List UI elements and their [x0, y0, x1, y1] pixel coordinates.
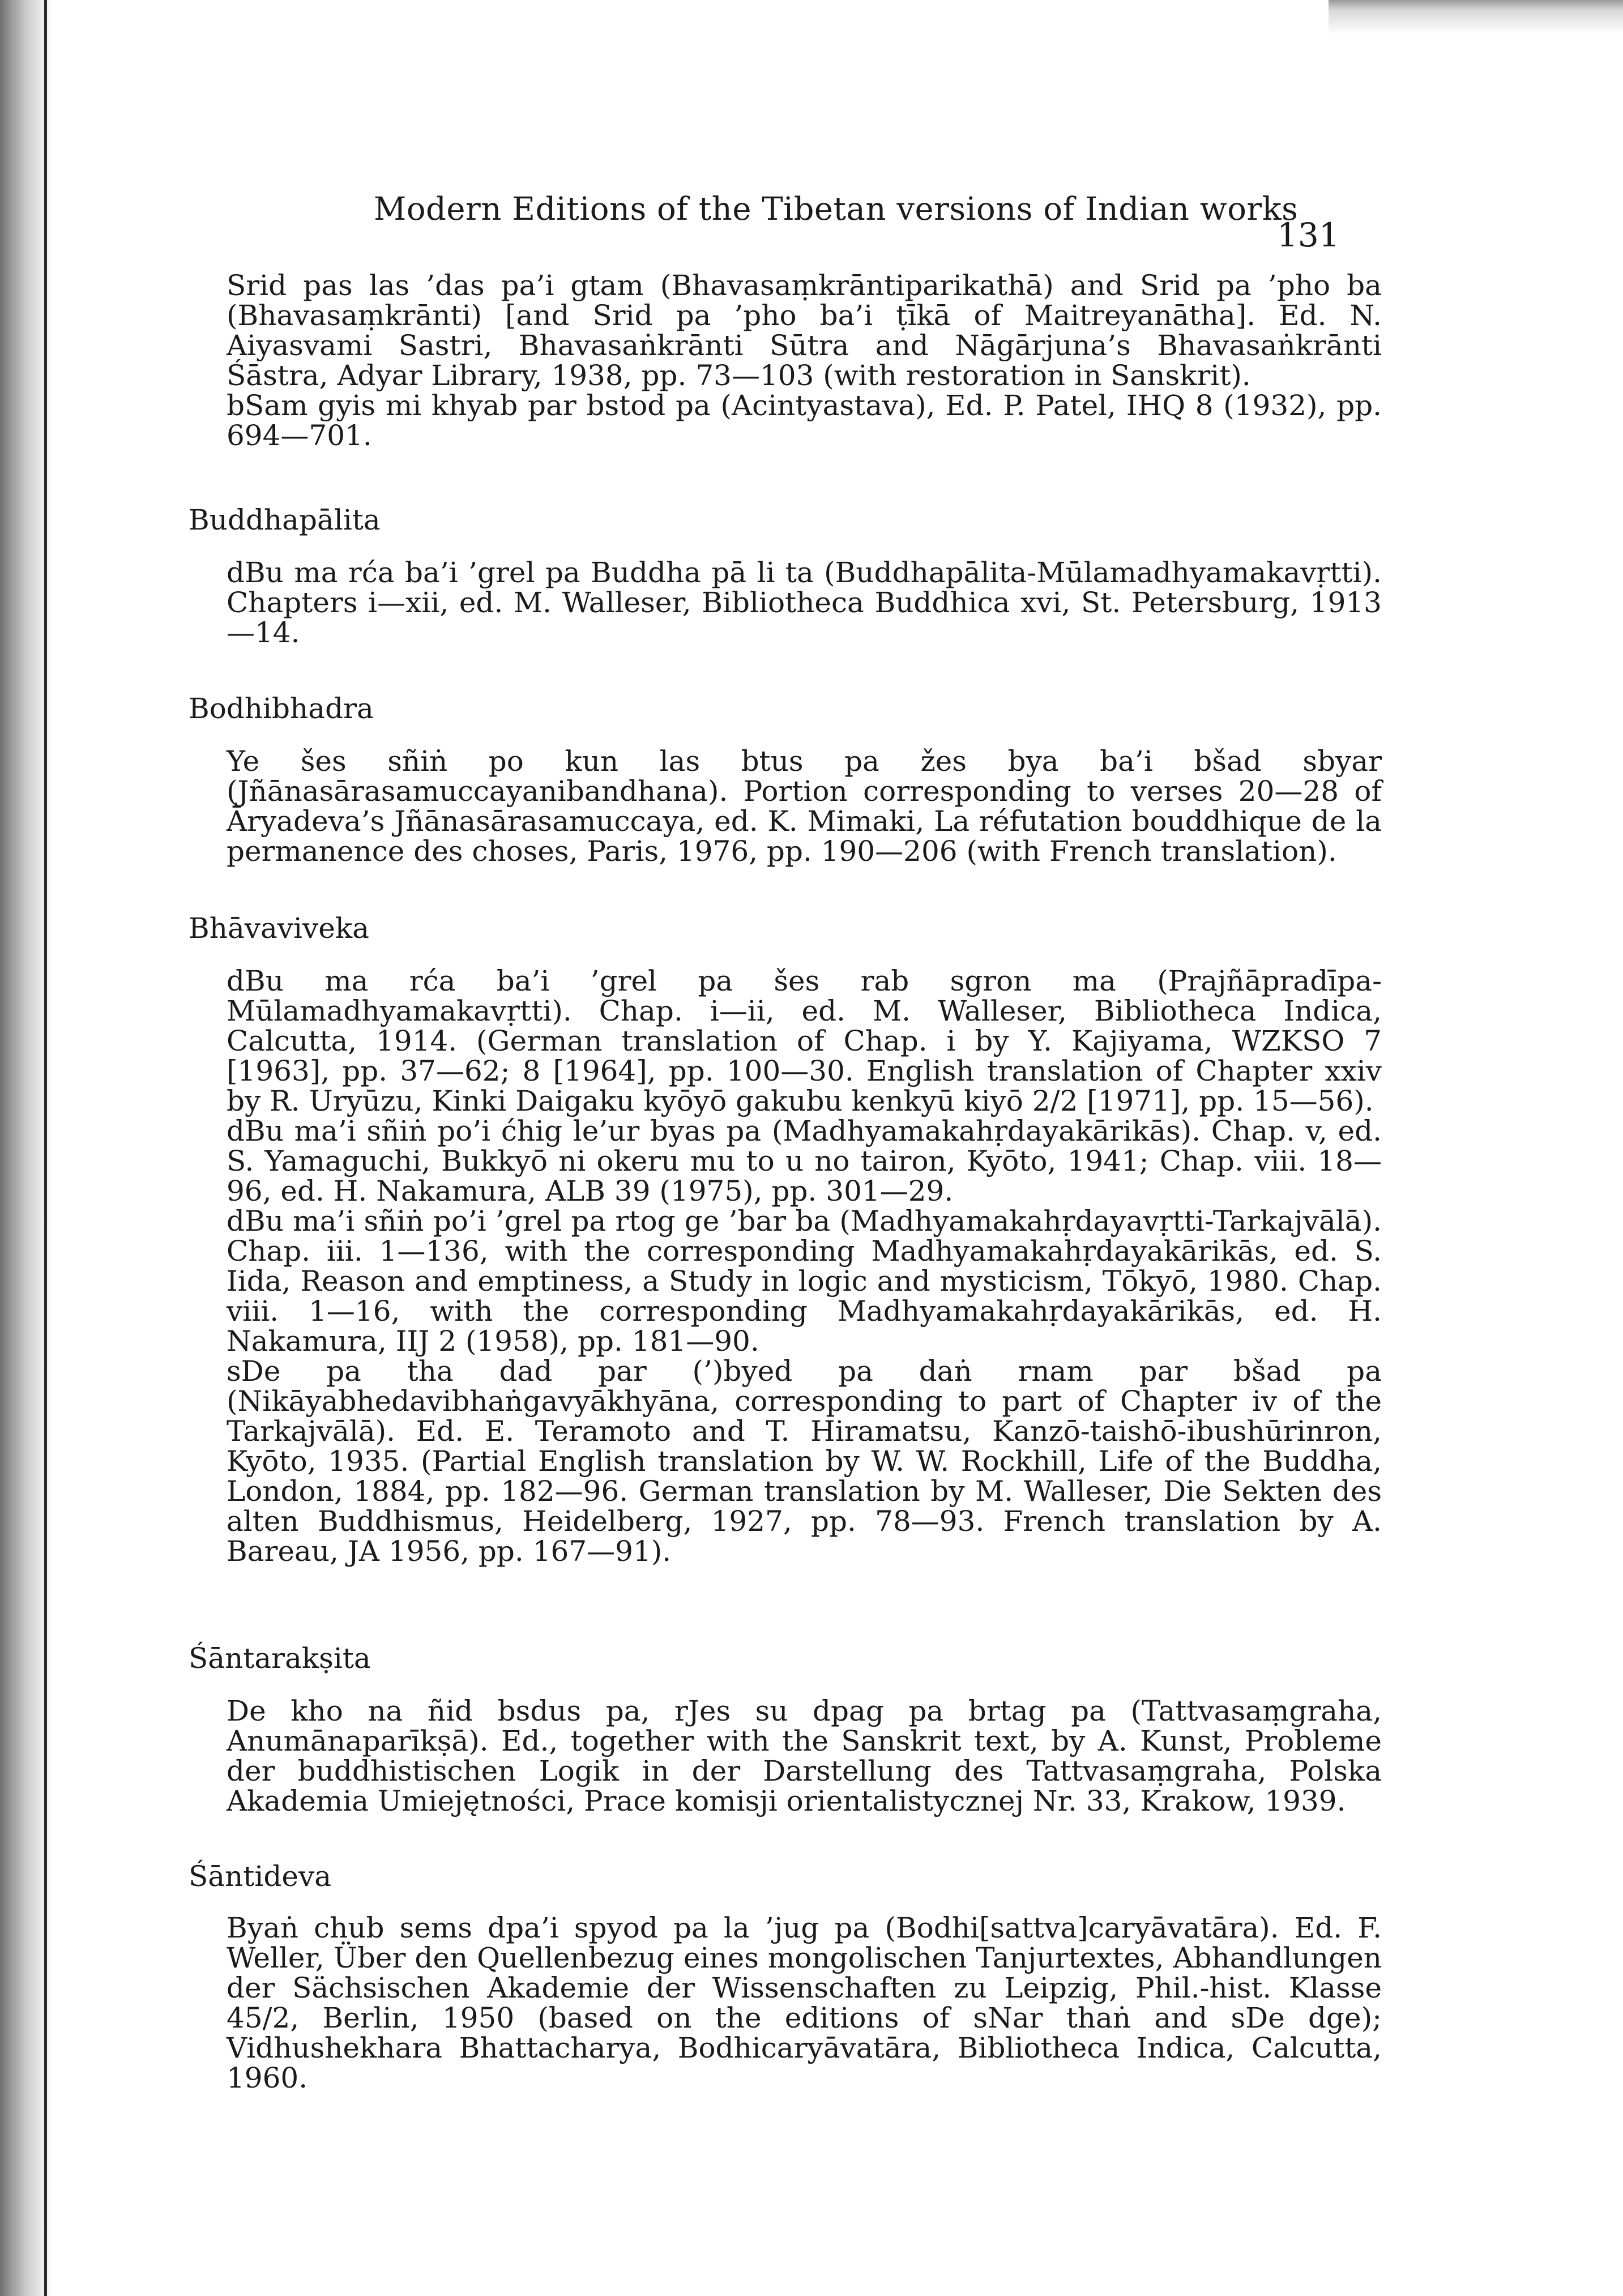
bibliography-entry: bSam gyis mi khyab par bstod pa (Acintyastava), Ed. P. Patel, IHQ 8 (1932), pp. 694—701. [227, 389, 1382, 452]
bibliography-entry: dBu ma’i sñiṅ po’i ćhig le’ur byas pa (Madhyamakahṛdayakārikās). Chap. v, ed. S. Yamaguchi, Bukkyō ni okeru mu to u no tairon, Kyōto, 1941; Chap. viii. 18—96, ed. H. Nakamura, ALB 39 (1975), pp. 301—29. [227, 1115, 1382, 1207]
bibliography-entry: dBu ma’i sñiṅ po’i ’grel pa rtog ge ’bar ba (Madhyamakahṛdayavṛtti-Tarkajvālā). Chap. iii. 1—136, with the corresponding Madhyamakahṛdayakārikās, ed. S. Iida, Reason and emptiness, a Study in logic and mysticism, Tōkyō, 1980. Chap. viii. 1—16, with the corresponding Madhyamakahṛdayakārikās, ed. H. Nakamura, IIJ 2 (1958), pp. 181—90. [227, 1205, 1382, 1358]
scan-binding-line [44, 0, 47, 2296]
bibliography-entry: Byaṅ chub sems dpa’i spyod pa la ’jug pa (Bodhi[sattva]caryāvatāra). Ed. F. Weller, Über den Quellenbezug eines mongolischen Tanjurtextes, Abhandlungen der Sächsischen Akademie der Wissenschaften zu Leipzig, Phil.-hist. Klasse 45/2, Berlin, 1950 (based on the editions of sNar thaṅ and sDe dge); Vidhushekhara Bhattacharya, Bodhicaryāvatāra, Bibliotheca Indica, Calcutta, 1960. [227, 1911, 1382, 2094]
author-heading: Śāntideva [189, 1860, 332, 1893]
author-heading: Buddhapālita [189, 503, 381, 536]
bibliography-entry: dBu ma rća ba’i ’grel pa Buddha pā li ta (Buddhapālita-Mūlamadhyamakavṛtti). Chapters i—xii, ed. M. Walleser, Bibliotheca Buddhica xvi, St. Petersburg, 1913—14. [227, 556, 1382, 649]
bibliography-entry: De kho na ñid bsdus pa, rJes su dpag pa brtag pa (Tattvasaṃgraha, Anumānaparīkṣā). Ed., together with the Sanskrit text, by A. Kunst, Probleme der buddhistischen Logik in der Darstellung des Tattvasaṃgraha, Polska Akademia Umiejętności, Prace komisji orientalistycznej Nr. 33, Krakow, 1939. [227, 1695, 1382, 1817]
author-heading: Bodhibhadra [189, 692, 374, 725]
author-heading: Bhāvaviveka [189, 912, 369, 945]
entry-block-bhavaviveka [227, 966, 1382, 1567]
bibliography-entry: dBu ma rća ba’i ’grel pa šes rab sgron ma (Prajñāpradīpa-Mūlamadhyamakavṛtti). Chap. i—ii, ed. M. Walleser, Bibliotheca Indica, Calcutta, 1914. (German translation of Chap. i by Y. Kajiyama, WZKSO 7 [1963], pp. 37—62; 8 [1964], pp. 100—30. English translation of Chapter xxiv by R. Uryūzu, Kinki Daigaku kyōyō gakubu kenkyū kiyō 2/2 [1971], pp. 15—56). [227, 965, 1382, 1117]
entry-block-buddhapalita [227, 558, 1382, 648]
entry-block-continuation [227, 271, 1382, 451]
bibliography-entry: sDe pa tha dad par (’)byed pa daṅ rnam par bšad pa (Nikāyabhedavibhaṅgavyākhyāna, corresponding to part of Chapter iv of the Tarkajvālā). Ed. E. Teramoto and T. Hiramatsu, Kanzō-taishō-ibushūrinron, Kyōto, 1935. (Partial English translation by W. W. Rockhill, Life of the Buddha, London, 1884, pp. 182—96. German translation by M. Walleser, Die Sekten des alten Buddhismus, Heidelberg, 1927, pp. 78—93. French translation by A. Bareau, JA 1956, pp. 167—91). [227, 1355, 1382, 1568]
scan-top-shadow [1329, 0, 1623, 34]
entry-block-bodhibhadra [227, 746, 1382, 867]
page-number: 131 [1277, 216, 1340, 254]
author-heading: Śāntarakṣita [189, 1642, 371, 1675]
bibliography-entry: Srid pas las ’das pa’i gtam (Bhavasaṃkrāntiparikathā) and Srid pa ’pho ba (Bhavasaṃkrānti) [and Srid pa ’pho ba’i ṭīkā of Maitreyanātha]. Ed. N. Aiyasvami Sastri, Bhavasaṅkrānti Sūtra and Nāgārjuna’s Bhavasaṅkrānti Śāstra, Adyar Library, 1938, pp. 73—103 (with restoration in Sanskrit). [227, 269, 1382, 392]
entry-block-santideva [227, 1913, 1382, 2093]
running-head: Modern Editions of the Tibetan versions of Indian works [374, 191, 1299, 228]
bibliography-entry: Ye šes sñiṅ po kun las btus pa žes bya ba’i bšad sbyar (Jñānasārasamuccayanibandhana). Portion corresponding to verses 20—28 of Āryadeva’s Jñānasārasamuccaya, ed. K. Mimaki, La réfutation bouddhique de la permanence des choses, Paris, 1976, pp. 190—206 (with French translation). [227, 745, 1382, 868]
entry-block-santaraksita [227, 1696, 1382, 1816]
